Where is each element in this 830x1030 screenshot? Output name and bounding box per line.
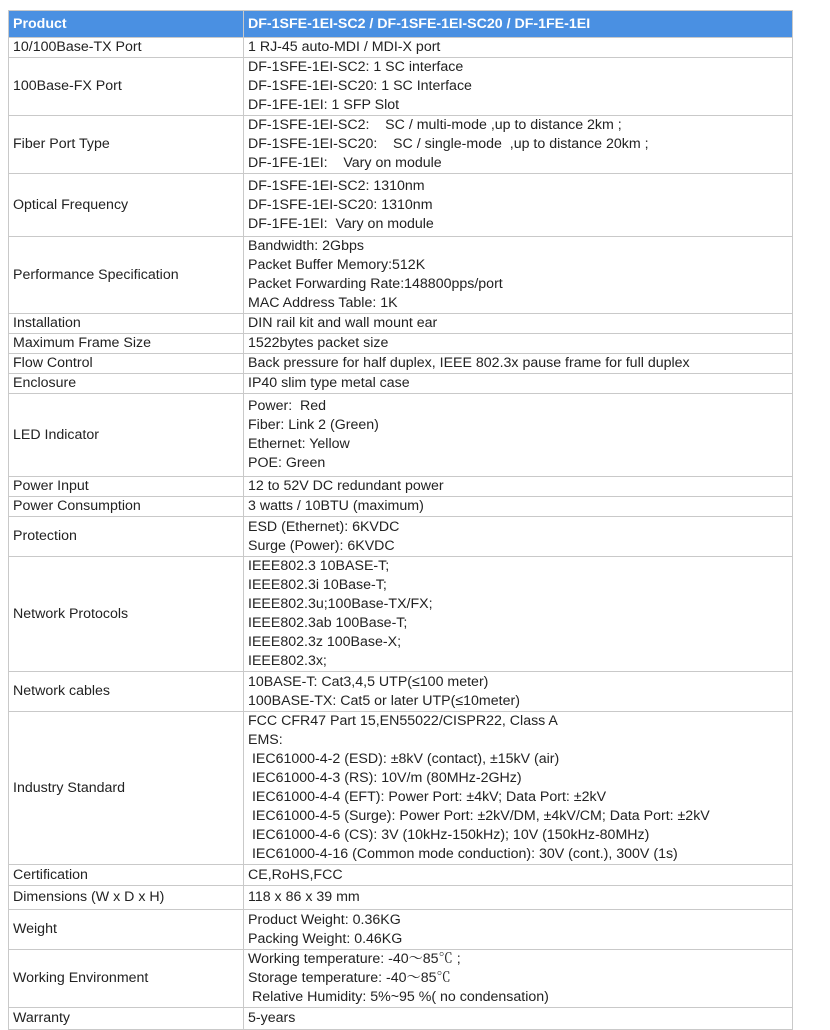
row-label: Power Consumption [9, 497, 244, 517]
value-line: 100BASE-TX: Cat5 or later UTP(≤10meter) [248, 692, 520, 709]
table-row [9, 910, 793, 950]
row-label: Protection [9, 517, 244, 557]
value-line: DF-1SFE-1EI-SC20: 1310nm [248, 196, 433, 213]
table-row [9, 886, 793, 910]
value-line: Working temperature: -40～85℃ ; [248, 951, 461, 967]
table-row [9, 394, 793, 477]
value-line: DF-1SFE-1EI-SC20: 1 SC Interface [248, 78, 472, 94]
value-line: DF-1FE-1EI: 1 SFP Slot [248, 97, 400, 113]
row-value [244, 354, 793, 374]
value-line: MAC Address Table: 1K [248, 295, 398, 311]
value-line: EMS: [248, 732, 283, 748]
row-value [244, 58, 793, 116]
table-row [9, 334, 793, 354]
value-line: IEEE802.3u;100Base-TX/FX; [248, 596, 433, 612]
row-label: LED Indicator [9, 394, 244, 477]
row-label: Warranty [9, 1008, 244, 1030]
value-line: DF-1SFE-1EI-SC2: SC / multi-mode ,up to distance 2km ; [248, 117, 622, 133]
table-row [9, 314, 793, 334]
table-header-row [9, 11, 793, 38]
header-label-cell: Product [9, 11, 244, 38]
spec-table [8, 10, 793, 1030]
value-line: ESD (Ethernet): 6KVDC [248, 518, 400, 535]
value-line: 3 watts / 10BTU (maximum) [248, 498, 424, 514]
row-label: Power Input [9, 477, 244, 497]
row-value [244, 1008, 793, 1030]
value-line: DF-1FE-1EI: Vary on module [248, 215, 434, 232]
value-line: DF-1SFE-1EI-SC2: 1 SC interface [248, 59, 464, 75]
value-line: DIN rail kit and wall mount ear [248, 315, 438, 331]
row-label: Maximum Frame Size [9, 334, 244, 354]
value-line: 12 to 52V DC redundant power [248, 478, 444, 494]
row-value [244, 950, 793, 1008]
table-row [9, 557, 793, 672]
row-label: Certification [9, 865, 244, 886]
value-line: IEC61000-4-6 (CS): 3V (10kHz-150kHz); 10V (150kHz-80MHz) [248, 827, 650, 843]
value-line: Relative Humidity: 5%~95 %( no condensation) [248, 989, 549, 1005]
value-line: Back pressure for half duplex, IEEE 802.3x pause frame for full duplex [248, 355, 690, 371]
value-line: Product Weight: 0.36KG [248, 911, 401, 928]
table-row [9, 174, 793, 237]
row-value [244, 174, 793, 237]
table-row [9, 354, 793, 374]
value-line: Fiber: Link 2 (Green) [248, 417, 379, 433]
value-line: IP40 slim type metal case [248, 375, 410, 391]
value-line: FCC CFR47 Part 15,EN55022/CISPR22, Class A [248, 713, 558, 729]
row-value [244, 910, 793, 950]
value-line: 1522bytes packet size [248, 335, 389, 351]
table-row [9, 116, 793, 174]
value-line: Packing Weight: 0.46KG [248, 930, 403, 947]
row-value [244, 374, 793, 394]
header-product-models: DF-1SFE-1EI-SC2 / DF-1SFE-1EI-SC20 / DF-1FE-1EI [244, 11, 793, 38]
row-value [244, 116, 793, 174]
row-label: Network Protocols [9, 557, 244, 672]
value-line: IEEE802.3ab 100Base-T; [248, 615, 408, 631]
value-line: Bandwidth: 2Gbps [248, 238, 364, 254]
table-row [9, 517, 793, 557]
row-label: Fiber Port Type [9, 116, 244, 174]
value-line: Power: Red [248, 398, 327, 414]
value-line: DF-1SFE-1EI-SC2: 1310nm [248, 177, 425, 194]
value-line: IEC61000-4-16 (Common mode conduction): 30V (cont.), 300V (1s) [248, 846, 678, 862]
value-line: Storage temperature: -40～85℃ [248, 970, 451, 986]
row-value [244, 672, 793, 712]
value-line: IEC61000-4-2 (ESD): ±8kV (contact), ±15kV (air) [248, 751, 560, 767]
value-line: Packet Forwarding Rate:148800pps/port [248, 276, 503, 292]
value-line: 10BASE-T: Cat3,4,5 UTP(≤100 meter) [248, 673, 489, 690]
value-line: 5-years [248, 1010, 296, 1026]
table-row [9, 950, 793, 1008]
row-value [244, 477, 793, 497]
table-row [9, 38, 793, 58]
row-value [244, 314, 793, 334]
table-row [9, 374, 793, 394]
value-line: IEEE802.3z 100Base-X; [248, 634, 402, 650]
row-label: Industry Standard [9, 712, 244, 865]
row-label: Installation [9, 314, 244, 334]
value-line: IEC61000-4-4 (EFT): Power Port: ±4kV; Data Port: ±2kV [248, 789, 607, 805]
table-row [9, 865, 793, 886]
value-line: CE,RoHS,FCC [248, 866, 343, 883]
row-value [244, 38, 793, 58]
value-line: IEEE802.3i 10Base-T; [248, 577, 387, 593]
row-value [244, 497, 793, 517]
table-row [9, 477, 793, 497]
table-row [9, 672, 793, 712]
row-value [244, 394, 793, 477]
value-line: IEC61000-4-3 (RS): 10V/m (80MHz-2GHz) [248, 770, 522, 786]
value-line: POE: Green [248, 455, 326, 471]
value-line: 118 x 86 x 39 mm [248, 889, 360, 905]
value-line: DF-1SFE-1EI-SC20: SC / single-mode ,up to distance 20km ; [248, 136, 649, 152]
row-value [244, 886, 793, 910]
row-label: Working Environment [9, 950, 244, 1008]
row-label: Enclosure [9, 374, 244, 394]
row-label: Optical Frequency [9, 174, 244, 237]
row-label: Performance Specification [9, 237, 244, 314]
value-line: IEC61000-4-5 (Surge): Power Port: ±2kV/DM, ±4kV/CM; Data Port: ±2kV [248, 808, 710, 824]
value-line: Surge (Power): 6KVDC [248, 537, 395, 554]
row-value [244, 557, 793, 672]
row-label: 100Base-FX Port [9, 58, 244, 116]
table-row [9, 58, 793, 116]
row-value [244, 517, 793, 557]
value-line: DF-1FE-1EI: Vary on module [248, 155, 442, 171]
row-value [244, 865, 793, 886]
table-row [9, 712, 793, 865]
row-value [244, 712, 793, 865]
table-row [9, 497, 793, 517]
table-row [9, 237, 793, 314]
table-row [9, 1008, 793, 1030]
value-line: Packet Buffer Memory:512K [248, 257, 426, 273]
row-value [244, 334, 793, 354]
row-label: Weight [9, 910, 244, 950]
row-value [244, 237, 793, 314]
row-label: Dimensions (W x D x H) [9, 886, 244, 910]
value-line: Ethernet: Yellow [248, 436, 350, 452]
value-line: IEEE802.3x; [248, 653, 327, 669]
table-body [9, 38, 793, 1030]
value-line: 1 RJ-45 auto-MDI / MDI-X port [248, 39, 441, 55]
row-label: 10/100Base-TX Port [9, 38, 244, 58]
value-line: IEEE802.3 10BASE-T; [248, 558, 390, 574]
row-label: Flow Control [9, 354, 244, 374]
row-label: Network cables [9, 672, 244, 712]
